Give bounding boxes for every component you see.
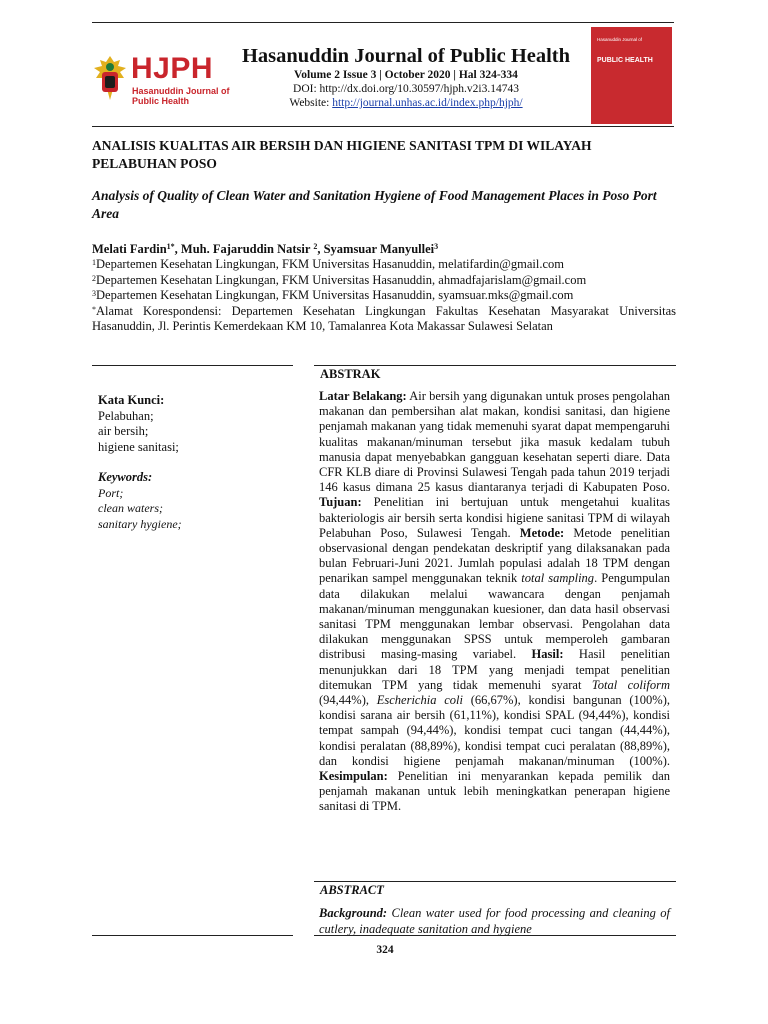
- keywords-heading: Kata Kunci:: [98, 393, 165, 407]
- keyword-item: higiene sanitasi;: [98, 439, 179, 454]
- keyword-item-english: Port;: [98, 485, 124, 500]
- journal-title: Hasanuddin Journal of Public Health: [241, 45, 571, 67]
- keyword-item-english: clean waters;: [98, 501, 163, 515]
- journal-info: [236, 44, 576, 110]
- author-list: Melati Fardin$^{1*}$, Muh. Fajaruddin Natsir $^2$, Syamsuar Manyullei$^3$: [92, 242, 439, 256]
- cover-text: Hasanuddin Journal of: [597, 37, 643, 42]
- abstrak-heading: ABSTRAK: [320, 367, 381, 381]
- abstrak-body: Latar Belakang: Air bersih yang digunakan untuk proses pengolahan makanan dan pembersihan alat makan, kondisi sanitasi, dan higiene penjamah makanan yang tidak memenuhi syarat dapat mempengaruhi kualitas makanan/minuman tersebut jika masuk kedalam tubuh manusia dapat menyebabkan gangguan kesehatan seperti diare. Data CFR KLB diare di Provinsi Sulawesi Tengah pada tahun 2019 terjadi 146 kasus dimana 25 kasus diantaranya terjadi di Kabupaten Poso. Tujuan: Penelitian ini bertujuan untuk mengetahui kualitas bakteriologis air bersih serta kondisi higiene sanitasi TPM di wilayah Pelabuhan Poso, Sulawesi Tengah. Metode: Metode penelitian observasional dengan pendekatan deskriptif yang dilaksanakan pada bulan Februari-Juni 2021. Jumlah populasi adalah 18 TPM dengan penarikan sampel menggunakan teknik total sampling. Pengumpulan data dilakukan melalui wawancara dengan penjamah makanan/minuman menggunakan kuesioner, dan data hasil observasi sanitasi TPM menggunakan lembar observasi. Pengolahan data dilakukan menggunakan SPSS untuk memperoleh gambaran distribusi masing-masing variabel. Hasil: Hasil penelitian menunjukkan dari 18 TPM yang menjadi tempat penelitian ditemukan TPM yang tidak memenuhi syarat Total coliform (94,44%), Escherichia coli (66,67%), kondisi bangunan (100%), kondisi sarana air bersih (61,11%), kondisi SPAL (94,44%), kondisi tempat sampah (94,44%), kondisi tempat cuci tangan (44,44%), kondisi peralatan (88,89%), kondisi tempat cuci peralatan (88,89%), dan kondisi higiene penjamah makanan/minuman (100%). Kesimpulan: Penelitian ini menyarankan kepada pemilik dan penjamah makanan untuk lebih meningkatkan penerapan higiene sanitasi di TPM.: [319, 389, 671, 814]
- cover-title: PUBLIC HEALTH: [597, 57, 653, 64]
- keywords-bottom-rule: [92, 935, 293, 936]
- website-line: Website: http://journal.unhas.ac.id/index.php/hjph/: [289, 97, 523, 109]
- affiliation-item: $^1$Departemen Kesehatan Lingkungan, FKM Universitas Hasanuddin, melatifardin@gmail.com: [92, 257, 564, 271]
- affiliations: [92, 257, 676, 335]
- keyword-item-english: sanitary hygiene;: [98, 516, 182, 531]
- author-name: , Muh. Fajaruddin Natsir: [174, 242, 314, 256]
- keyword-item: Pelabuhan;: [98, 408, 154, 423]
- keywords-heading-english: Keywords:: [98, 470, 153, 484]
- affiliation-item: $^2$Departemen Kesehatan Lingkungan, FKM Universitas Hasanuddin, ahmadfajarislam@gmail.com: [92, 272, 587, 287]
- journal-logo: [90, 52, 240, 118]
- top-rule: [92, 22, 674, 23]
- header-rule: [92, 126, 674, 127]
- keyword-item: air bersih;: [98, 424, 149, 438]
- issue-line: Volume 2 Issue 3 | October 2020 | Hal 324-334: [294, 69, 518, 81]
- doi-line: DOI: http://dx.doi.org/10.30597/hjph.v2i3.14743: [293, 83, 519, 95]
- journal-cover-thumbnail: [591, 27, 672, 124]
- article-title-indonesian: ANALISIS KUALITAS AIR BERSIH DAN HIGIENE SANITASI TPM DI WILAYAH PELABUHAN POSO: [92, 138, 592, 171]
- keywords-box: [98, 393, 288, 532]
- abstract-bottom-rule: [314, 935, 676, 936]
- unhas-crest-icon: [90, 54, 130, 102]
- author-name: Melati Fardin: [92, 242, 167, 256]
- article-title-english: Analysis of Quality of Clean Water and Sanitation Hygiene of Food Management Places in Poso Port Area: [92, 188, 657, 221]
- correspondence-address: *Alamat Korespondensi: Departemen Kesehatan Lingkungan Fakultas Kesehatan Masyarakat Universitas Hasanuddin, Jl. Perintis Kemerdekaan KM 10, Tamalanrea Kota Makassar Sulawesi Selatan: [92, 303, 676, 333]
- affiliation-item: $^3$Departemen Kesehatan Lingkungan, FKM Universitas Hasanuddin, syamsuar.mks@gmail.com: [92, 288, 574, 302]
- abstract-heading: ABSTRACT: [320, 883, 384, 897]
- abstract-body: Background: Clean water used for food processing and cleaning of cutlery, inadequate sanitation and hygiene: [319, 906, 670, 936]
- logo-wordmark: HJPH: [131, 52, 214, 85]
- page-number: 324: [376, 944, 394, 956]
- website-link[interactable]: http://journal.unhas.ac.id/index.php/hjph/: [332, 97, 523, 109]
- abstract-divider: [314, 881, 676, 882]
- author-name: , Syamsuar Manyullei: [317, 242, 435, 256]
- abstrak-top-rule: [314, 365, 676, 366]
- logo-subtitle: Hasanuddin Journal of Public Health: [132, 86, 230, 106]
- keywords-top-rule: [92, 365, 293, 366]
